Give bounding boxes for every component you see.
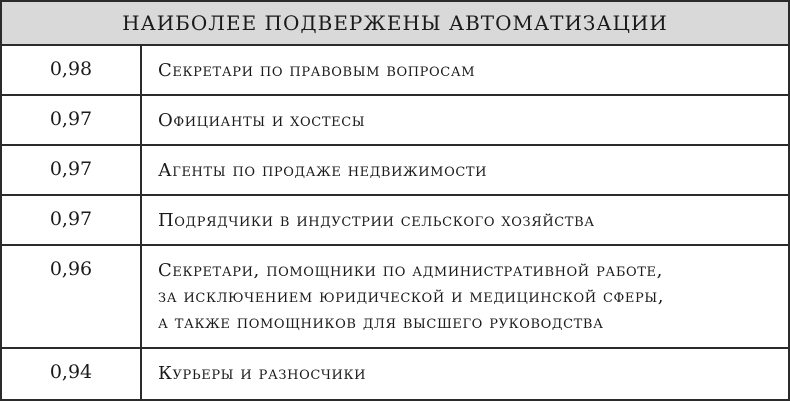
table-row <box>2 46 788 96</box>
occupation-line: Курьеры и разносчики <box>158 363 367 384</box>
occupation-cell <box>142 46 788 94</box>
occupation-line: а также помощников для высшего руководства <box>158 312 604 333</box>
occupation-cell <box>142 349 788 399</box>
table-row <box>2 96 788 146</box>
score-cell: 0,98 <box>2 46 142 94</box>
occupation-line: Официанты и хостесы <box>158 110 366 131</box>
occupation-cell <box>142 96 788 144</box>
occupation-line: Секретари, помощники по административной работе, <box>158 260 663 281</box>
table-header: НАИБОЛЕЕ ПОДВЕРЖЕНЫ АВТОМАТИЗАЦИИ <box>2 2 788 46</box>
score-cell: 0,97 <box>2 196 142 244</box>
occupation-line: Подрядчики в индустрии сельского хозяйства <box>158 210 595 231</box>
occupation-cell <box>142 196 788 244</box>
score-cell: 0,97 <box>2 96 142 144</box>
table-row <box>2 349 788 399</box>
occupation-cell <box>142 146 788 194</box>
table-row <box>2 246 788 349</box>
occupation-line: Агенты по продаже недвижимости <box>158 160 488 181</box>
table-row <box>2 146 788 196</box>
table-row <box>2 196 788 246</box>
score-cell: 0,97 <box>2 146 142 194</box>
score-cell: 0,94 <box>2 349 142 399</box>
occupation-cell <box>142 246 788 347</box>
occupation-line: за исключением юридической и медицинской сферы, <box>158 286 665 307</box>
score-cell: 0,96 <box>2 246 142 347</box>
occupation-line: Секретари по правовым вопросам <box>158 60 476 81</box>
